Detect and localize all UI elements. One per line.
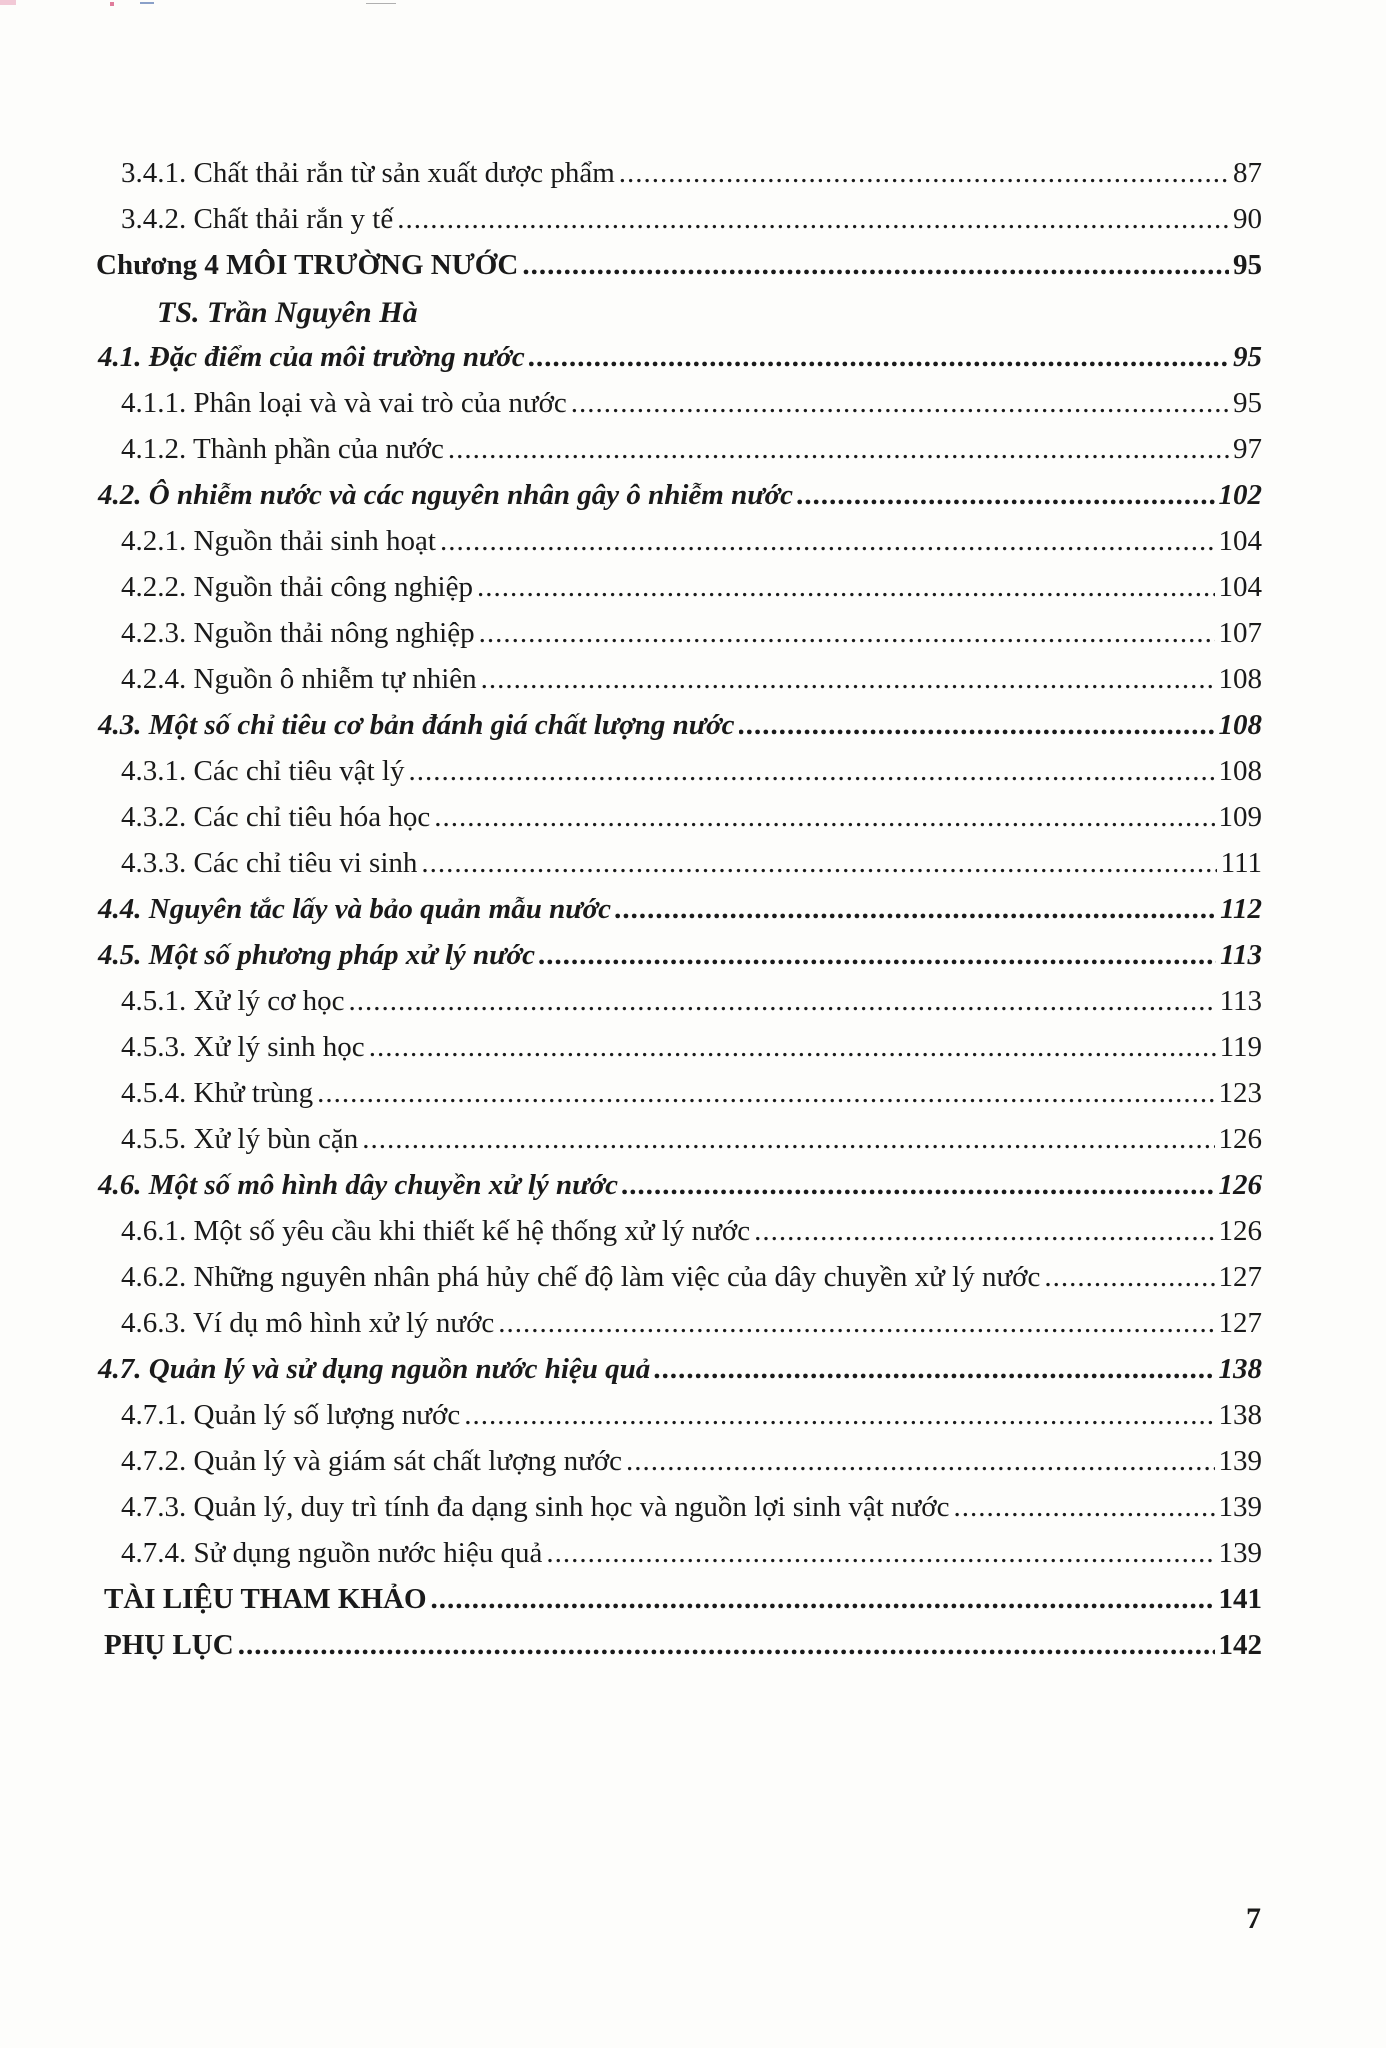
dot-leader <box>464 1392 1214 1438</box>
toc-entry-title: 4.1.2. Thành phần của nước <box>121 433 444 465</box>
dot-leader <box>397 196 1229 242</box>
toc-entry-page: 127 <box>1218 1261 1262 1293</box>
toc-entry <box>0 978 1386 1024</box>
toc-entry <box>0 702 1386 748</box>
toc-entry-page: 95 <box>1233 341 1262 373</box>
dot-leader <box>754 1208 1214 1254</box>
scan-edge-marks <box>0 0 400 14</box>
dot-leader <box>477 564 1215 610</box>
toc-entry-page: 95 <box>1233 249 1262 281</box>
toc-entry-title: 3.4.1. Chất thải rắn từ sản xuất dược phẩm <box>121 157 615 189</box>
toc-entry-page: 108 <box>1218 709 1262 741</box>
dot-leader <box>498 1300 1214 1346</box>
toc-entry-title: 4.6.2. Những nguyên nhân phá hủy chế độ làm việc của dây chuyền xử lý nước <box>121 1261 1041 1293</box>
dot-leader <box>448 426 1229 472</box>
dot-leader <box>409 748 1215 794</box>
dot-leader <box>369 1024 1216 1070</box>
chapter-author: TS. Trần Nguyên Hà <box>157 296 418 329</box>
toc-entry <box>0 886 1386 932</box>
toc-entry-title: 4.2.1. Nguồn thải sinh hoạt <box>121 525 436 557</box>
dot-leader <box>546 1530 1214 1576</box>
dot-leader <box>622 1162 1215 1208</box>
toc-entry <box>0 1116 1386 1162</box>
toc-entry-page: 139 <box>1218 1445 1262 1477</box>
toc-entry-page: 126 <box>1218 1123 1262 1155</box>
dot-leader <box>479 610 1215 656</box>
toc-entry <box>0 1208 1386 1254</box>
toc-entry-page: 119 <box>1219 1031 1262 1063</box>
toc-entry-page: 108 <box>1218 755 1262 787</box>
toc-entry-page: 138 <box>1218 1399 1262 1431</box>
toc-entry-page: 142 <box>1218 1629 1262 1661</box>
toc-entry <box>0 380 1386 426</box>
dot-leader <box>522 242 1229 288</box>
dot-leader <box>362 1116 1214 1162</box>
toc-entry <box>0 748 1386 794</box>
toc-entry-page: 102 <box>1218 479 1262 511</box>
toc-entry-page: 113 <box>1220 939 1262 971</box>
page-number: 7 <box>1246 1902 1261 1935</box>
toc-entry-title: 3.4.2. Chất thải rắn y tế <box>121 203 394 235</box>
dot-leader <box>317 1070 1214 1116</box>
toc-entry <box>0 1438 1386 1484</box>
toc-entry <box>0 1392 1386 1438</box>
dot-leader <box>953 1484 1214 1530</box>
toc-entry-title: 4.1.1. Phân loại và và vai trò của nước <box>121 387 567 419</box>
toc-entry-page: 126 <box>1218 1169 1262 1201</box>
toc-entry-page: 138 <box>1218 1353 1262 1385</box>
toc-entry-title: 4.5.3. Xử lý sinh học <box>121 1031 365 1063</box>
dot-leader <box>739 702 1215 748</box>
toc-entry-title: 4.4. Nguyên tắc lấy và bảo quản mẫu nước <box>98 893 612 925</box>
toc-entry-page: 97 <box>1233 433 1262 465</box>
toc-entry-title: 4.3. Một số chỉ tiêu cơ bản đánh giá chất lượng nước <box>98 709 735 741</box>
dot-leader <box>481 656 1215 702</box>
toc-entry <box>0 932 1386 978</box>
toc-entry-page: 141 <box>1218 1583 1262 1615</box>
toc-entry <box>0 334 1386 380</box>
dot-leader <box>539 932 1216 978</box>
toc-entry-title: 4.6.3. Ví dụ mô hình xử lý nước <box>121 1307 495 1339</box>
dot-leader <box>1044 1254 1214 1300</box>
dot-leader <box>431 1576 1215 1622</box>
toc-entry-page: 111 <box>1220 847 1262 879</box>
dot-leader <box>654 1346 1214 1392</box>
toc-entry-title: 4.6. Một số mô hình dây chuyền xử lý nước <box>98 1169 618 1201</box>
toc-entry-page: 95 <box>1233 387 1262 419</box>
toc-entry <box>0 1346 1386 1392</box>
toc-entry-page: 109 <box>1218 801 1262 833</box>
dot-leader <box>238 1622 1215 1668</box>
toc-entry <box>0 610 1386 656</box>
toc-entry <box>0 1070 1386 1116</box>
toc-entry <box>0 472 1386 518</box>
toc-entry-title: TÀI LIỆU THAM KHẢO <box>104 1583 427 1615</box>
toc-entry-title: 4.5.4. Khử trùng <box>121 1077 314 1109</box>
dot-leader <box>619 150 1229 196</box>
toc-entry-page: 127 <box>1218 1307 1262 1339</box>
dot-leader <box>434 794 1214 840</box>
toc-entry-page: 139 <box>1218 1537 1262 1569</box>
toc-entry-title: 4.5. Một số phương pháp xử lý nước <box>98 939 535 971</box>
dot-leader <box>626 1438 1214 1484</box>
toc-entry-page: 126 <box>1218 1215 1262 1247</box>
toc-entry-title: 4.7.3. Quản lý, duy trì tính đa dạng sinh học và nguồn lợi sinh vật nước <box>121 1491 950 1523</box>
toc-entry-title: 4.3.1. Các chỉ tiêu vật lý <box>121 755 405 787</box>
toc-entry-title: 4.7.1. Quản lý số lượng nước <box>121 1399 461 1431</box>
toc-entry <box>0 1576 1386 1622</box>
toc-entry-title: Chương 4 MÔI TRƯỜNG NƯỚC <box>96 249 519 281</box>
toc-entry <box>0 656 1386 702</box>
toc-entry <box>0 840 1386 886</box>
toc-entry <box>0 518 1386 564</box>
dot-leader <box>440 518 1215 564</box>
toc-entry-page: 123 <box>1218 1077 1262 1109</box>
toc-entry-title: 4.2.3. Nguồn thải nông nghiệp <box>121 617 475 649</box>
toc-entry-page: 108 <box>1218 663 1262 695</box>
dot-leader <box>571 380 1229 426</box>
toc-entry <box>0 564 1386 610</box>
toc-entry-title: 4.7. Quản lý và sử dụng nguồn nước hiệu quả <box>98 1353 651 1385</box>
toc-entry-title: 4.7.4. Sử dụng nguồn nước hiệu quả <box>121 1537 543 1569</box>
toc-entry-title: 4.3.2. Các chỉ tiêu hóa học <box>121 801 431 833</box>
toc-entry <box>0 1162 1386 1208</box>
toc-entry <box>0 1024 1386 1070</box>
toc-entry-title: 4.2. Ô nhiễm nước và các nguyên nhân gây ô nhiễm nước <box>98 479 794 511</box>
toc-entry-title: 4.1. Đặc điểm của môi trường nước <box>98 341 525 373</box>
toc-entry <box>0 150 1386 196</box>
toc-entry-title: PHỤ LỤC <box>104 1629 234 1661</box>
toc-entry-title: 4.2.2. Nguồn thải công nghiệp <box>121 571 473 603</box>
toc-entry <box>0 794 1386 840</box>
dot-leader <box>421 840 1216 886</box>
toc-entry-title: 4.7.2. Quản lý và giám sát chất lượng nước <box>121 1445 623 1477</box>
dot-leader <box>615 886 1216 932</box>
toc-entry-title: 4.3.3. Các chỉ tiêu vi sinh <box>121 847 418 879</box>
toc-entry <box>0 242 1386 288</box>
toc-entry <box>0 426 1386 472</box>
toc-entry-title: 4.2.4. Nguồn ô nhiễm tự nhiên <box>121 663 477 695</box>
toc-entry-page: 112 <box>1220 893 1262 925</box>
toc-entry-page: 139 <box>1218 1491 1262 1523</box>
dot-leader <box>349 978 1216 1024</box>
toc-entry <box>0 1300 1386 1346</box>
toc-entry <box>0 1530 1386 1576</box>
toc-entry <box>0 196 1386 242</box>
toc-entry-title: 4.5.1. Xử lý cơ học <box>121 985 345 1017</box>
toc-entry-page: 107 <box>1218 617 1262 649</box>
dot-leader <box>529 334 1229 380</box>
toc-entry-page: 104 <box>1218 571 1262 603</box>
dot-leader <box>797 472 1214 518</box>
toc-entry <box>0 1254 1386 1300</box>
toc-entry-page: 104 <box>1218 525 1262 557</box>
toc-entry-page: 87 <box>1233 157 1262 189</box>
toc-entry-page: 113 <box>1219 985 1262 1017</box>
toc-entry-page: 90 <box>1233 203 1262 235</box>
toc-entry <box>0 1622 1386 1668</box>
toc-entry-title: 4.6.1. Một số yêu cầu khi thiết kế hệ thống xử lý nước <box>121 1215 751 1247</box>
toc-entry <box>0 1484 1386 1530</box>
toc-entry-title: 4.5.5. Xử lý bùn cặn <box>121 1123 359 1155</box>
